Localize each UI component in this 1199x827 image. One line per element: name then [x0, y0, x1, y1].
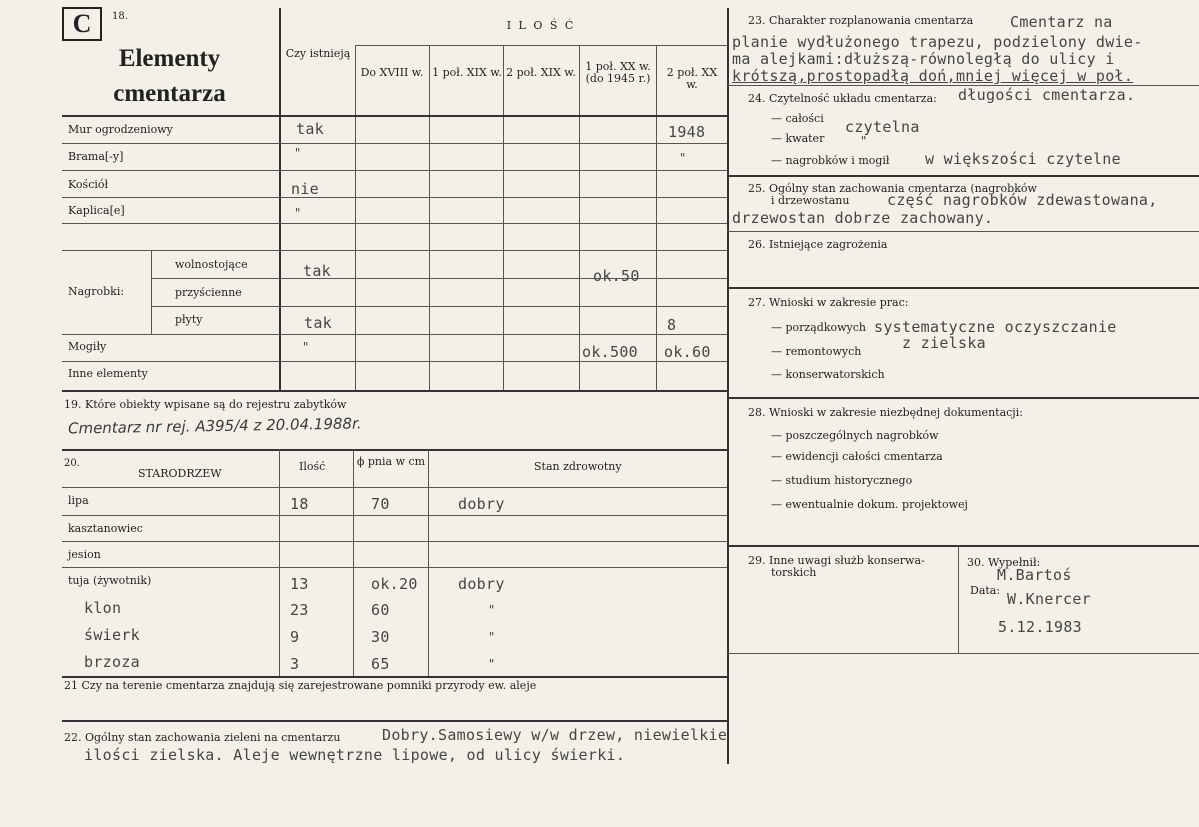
s24-v-calosci: czytelna [845, 118, 920, 136]
divider [62, 449, 729, 451]
divider [727, 175, 1199, 177]
s30-name2: W.Knercer [1007, 590, 1091, 608]
tree-count: 13 [290, 575, 309, 593]
tree-name: tuja (żywotnik) [68, 574, 152, 587]
s22-label: 22. Ogólny stan zachowania zieleni na cmentarzu [64, 731, 341, 744]
period-header-1xx: 1 poł. XX w. (do 1945 r.) [585, 60, 651, 85]
s28-item-1: — poszczególnych nagrobków [771, 429, 939, 442]
s21-label: 21 Czy na terenie cmentarza znajdują się zarejestrowane pomniki przyrody ew. aleje [64, 679, 537, 692]
tree-health: " [488, 657, 496, 671]
s23-label: 23. Charakter rozplanowania cmentarza [748, 14, 974, 27]
s23-v4: krótszą,prostopadłą doń,mniej więcej w poł. [732, 67, 1134, 85]
divider [62, 567, 727, 568]
s25-v2: drzewostan dobrze zachowany. [732, 209, 994, 227]
s30-date: 5.12.1983 [998, 618, 1082, 636]
divider [279, 449, 280, 676]
period-header-2xix: 2 poł. XIX w. [506, 66, 576, 79]
s24-kwater: — kwater [771, 132, 825, 145]
divider [727, 545, 1199, 547]
val-mogily-1xx: ok.500 [582, 343, 638, 361]
title-line2: cmentarza [113, 80, 226, 107]
s27-v1: systematyczne oczyszczanie [874, 318, 1117, 336]
s29-label1: 29. Inne uwagi służb konserwa- [748, 554, 925, 567]
val-wolno-exists: tak [303, 262, 331, 280]
s23-v5: długości cmentarza. [958, 86, 1136, 104]
val-plyty-2xx: 8 [667, 316, 677, 334]
s30-label2: Data: [970, 584, 1001, 597]
label-wolno: wolnostojące [175, 258, 248, 271]
val-kaplica-exists: " [294, 206, 302, 220]
tree-health: " [488, 603, 496, 617]
val-plyty-exists: tak [304, 314, 332, 332]
tree-name: kasztanowiec [68, 522, 143, 535]
tree-health: dobry [458, 495, 505, 513]
label-plyty: płyty [175, 313, 203, 326]
label-mur: Mur ogrodzeniowy [68, 123, 173, 136]
divider [62, 676, 729, 678]
s23-v3: ma alejkami:dłuższą-równoległą do ulicy i [732, 50, 1115, 68]
col-exists-header: Czy istnieją [285, 47, 351, 60]
s30-label1: 30. Wypełnił: [967, 556, 1041, 569]
s25-label1: 25. Ogólny stan zachowania cmentarza (nagrobków [748, 182, 1037, 195]
period-header-1xix: 1 poł. XIX w. [432, 66, 502, 79]
s24-v-kwater: " [860, 134, 868, 148]
s20-col-stan: Stan zdrowotny [534, 460, 622, 473]
divider [727, 8, 729, 764]
divider [727, 287, 1199, 289]
s23-v2: planie wydłużonego trapezu, podzielony dwie- [732, 33, 1143, 51]
s27-v2: z zielska [902, 334, 986, 352]
ilosc-header: I L O Ś Ć [506, 19, 576, 32]
s27-label: 27. Wnioski w zakresie prac: [748, 296, 909, 309]
label-mogily: Mogiły [68, 340, 107, 353]
period-header-xviii: Do XVIII w. [360, 66, 424, 79]
s19-label: 19. Które obiekty wpisane są do rejestru zabytków [64, 398, 347, 411]
divider [279, 8, 281, 390]
tree-name: lipa [68, 494, 89, 507]
divider [656, 45, 657, 390]
s28-item-4: — ewentualnie dokum. projektowej [771, 498, 968, 511]
tree-trunk-diameter: 70 [371, 495, 390, 513]
tree-trunk-diameter: 60 [371, 601, 390, 619]
divider [958, 545, 959, 653]
s20-col-ilosc: Ilość [299, 460, 326, 473]
divider [429, 45, 430, 390]
divider [727, 85, 1199, 86]
divider [727, 397, 1199, 399]
s20-col-pien: ϕ pnia w cm [356, 455, 426, 468]
divider [62, 720, 729, 722]
s26-label: 26. Istniejące zagrożenia [748, 238, 888, 251]
divider [62, 390, 729, 392]
divider [353, 449, 354, 676]
divider [62, 541, 727, 542]
label-nagrobki: Nagrobki: [68, 285, 125, 298]
tree-health: " [488, 630, 496, 644]
card-letter: C [62, 7, 102, 41]
divider [579, 45, 580, 390]
tree-count: 3 [290, 655, 300, 673]
divider [62, 487, 727, 488]
tree-trunk-diameter: 30 [371, 628, 390, 646]
divider [355, 45, 727, 46]
s27-a: — porządkowych [771, 321, 866, 334]
tree-health: dobry [458, 575, 505, 593]
s23-v1: Cmentarz na [1010, 13, 1113, 31]
divider [62, 197, 727, 198]
s30-name1: M.Bartoś [997, 566, 1072, 584]
s28-label: 28. Wnioski w zakresie niezbędnej dokumentacji: [748, 406, 1023, 419]
divider [62, 223, 727, 224]
divider [151, 250, 152, 334]
val-brama-exists: " [294, 146, 302, 160]
divider [62, 334, 727, 335]
tree-name: jesion [68, 548, 101, 561]
val-mur-2xx: 1948 [668, 123, 706, 141]
divider [428, 449, 429, 676]
s20-num: 20. [64, 458, 80, 469]
s29-label2: torskich [771, 566, 817, 579]
tree-count: 9 [290, 628, 300, 646]
s24-nagrobkow: — nagrobków i mogił [771, 154, 890, 167]
s24-calosci: — całości [771, 112, 824, 125]
val-brama-2xx: " [679, 151, 687, 165]
divider [355, 45, 356, 390]
label-kosciol: Kościół [68, 178, 109, 191]
s24-label: 24. Czytelność układu cmentarza: [748, 92, 937, 105]
divider [727, 231, 1199, 232]
divider [62, 170, 727, 171]
label-inne: Inne elementy [68, 367, 148, 380]
s28-item-3: — studium historycznego [771, 474, 913, 487]
tree-trunk-diameter: ok.20 [371, 575, 418, 593]
divider [151, 306, 727, 307]
divider [62, 115, 729, 117]
label-kaplica: Kaplica[e] [68, 204, 125, 217]
s25-v1: część nagrobków zdewastowana, [887, 191, 1158, 209]
val-mogily-2xx: ok.60 [664, 343, 711, 361]
s25-label2: i drzewostanu [771, 194, 850, 207]
s22-value2: ilości zielska. Aleje wewnętrzne lipowe, od ulicy świerki. [84, 746, 626, 764]
s27-c: — konserwatorskich [771, 368, 885, 381]
s22-value1: Dobry.Samosiewy w/w drzew, niewielkie [382, 726, 728, 744]
val-mur-exists: tak [296, 120, 324, 138]
val-mogily-exists: " [302, 340, 310, 354]
divider [151, 278, 727, 279]
s27-b: — remontowych [771, 345, 862, 358]
s24-v-nagrobkow: w większości czytelne [925, 150, 1121, 168]
divider [62, 143, 727, 144]
tree-name: świerk [84, 626, 140, 644]
divider [62, 250, 727, 251]
tree-count: 23 [290, 601, 309, 619]
period-header-2xx: 2 poł. XX w. [666, 66, 718, 91]
tree-trunk-diameter: 65 [371, 655, 390, 673]
label-brama: Brama[-y] [68, 150, 124, 163]
tree-name: brzoza [84, 653, 140, 671]
divider [62, 515, 727, 516]
divider [503, 45, 504, 390]
card-number: 18. [112, 11, 128, 22]
s20-title: STARODRZEW [138, 467, 222, 480]
s28-item-2: — ewidencji całości cmentarza [771, 450, 943, 463]
val-wolno-1xx: ok.50 [593, 267, 640, 285]
divider [727, 653, 1199, 654]
tree-name: klon [84, 599, 122, 617]
tree-count: 18 [290, 495, 309, 513]
s19-handwritten: Cmentarz nr rej. A395/4 z 20.04.1988r. [67, 414, 362, 438]
val-kosciol-exists: nie [291, 180, 319, 198]
title-line1: Elementy [118, 45, 221, 72]
divider [62, 361, 727, 362]
label-przysc: przyścienne [175, 286, 242, 299]
